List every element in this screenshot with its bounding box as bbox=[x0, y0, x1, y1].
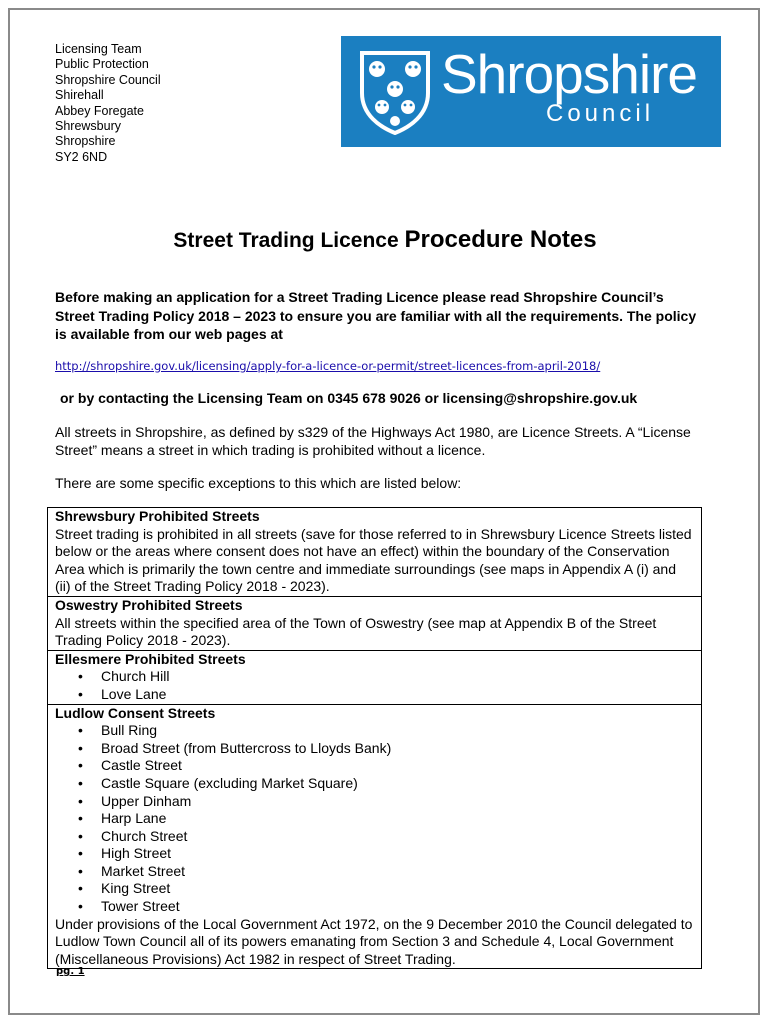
address-line: SY2 6ND bbox=[55, 149, 108, 164]
intro-paragraph: Before making an application for a Street Trading Licence please read Shropshire Council’s Street Trading Policy 2018 – 2023 to ensure you are familiar with all the requirements. The policy is available from our web pages at bbox=[55, 289, 697, 342]
address-line: Abbey Foregate bbox=[55, 103, 144, 118]
ellesmere-cell bbox=[48, 650, 701, 704]
address-line: Shirehall bbox=[55, 88, 104, 103]
ludlow-cell bbox=[48, 704, 701, 969]
cell-text: Street trading is prohibited in all streets (save for those referred to in Shrewsbury Licence Streets listed below or the areas where consent does not have an effect) within the boundary of the Conservation Area which is primarily the town centre and immediate surroundings (see maps in Appendix A (i) and (ii) of the Street Trading Policy 2018 - 2023). bbox=[55, 525, 692, 595]
coat-of-arms-icon bbox=[358, 49, 432, 135]
list-item: • Castle Square (excluding Market Square) bbox=[101, 775, 694, 793]
list-item: • High Street bbox=[101, 845, 694, 863]
list-item: • Market Street bbox=[101, 863, 694, 881]
list-item: • Castle Street bbox=[101, 757, 694, 775]
logo-sub-text: Council bbox=[546, 100, 655, 127]
cell-heading: Ludlow Consent Streets bbox=[55, 704, 216, 721]
title-part-2: Procedure Notes bbox=[404, 226, 597, 253]
list-item: • Tower Street bbox=[101, 898, 694, 916]
logo-brand-text: Shropshire bbox=[441, 43, 697, 105]
licence-streets-paragraph: All streets in Shropshire, as defined by s329 of the Highways Act 1980, are Licence Streets. A “License Street” means a street in which trading is prohibited without a licence. bbox=[55, 424, 691, 458]
address-line: Shropshire bbox=[55, 134, 116, 149]
page-number: pg. 1 bbox=[56, 966, 85, 977]
address-line: Licensing Team bbox=[55, 42, 142, 56]
cell-heading: Shrewsbury Prohibited Streets bbox=[55, 508, 260, 524]
address-line: Shrewsbury bbox=[55, 119, 121, 134]
exceptions-intro: There are some specific exceptions to this which are listed below: bbox=[55, 475, 462, 491]
council-address bbox=[55, 42, 161, 165]
policy-link[interactable]: http://shropshire.gov.uk/licensing/apply-for-a-licence-or-permit/street-licences-from-april-2018/ bbox=[55, 359, 601, 373]
list-item: • King Street bbox=[101, 880, 694, 898]
list-item: • Church Hill bbox=[101, 668, 694, 686]
shrewsbury-cell bbox=[48, 508, 701, 596]
title-part-1: Street Trading Licence bbox=[173, 229, 405, 252]
oswestry-cell bbox=[48, 596, 701, 650]
contact-line: or by contacting the Licensing Team on 0345 678 9026 or licensing@shropshire.gov.uk bbox=[60, 390, 638, 406]
street-list bbox=[55, 722, 694, 916]
list-item: • Harp Lane bbox=[101, 810, 694, 828]
shropshire-council-logo bbox=[341, 36, 721, 147]
page-title bbox=[0, 226, 770, 254]
list-item: • Broad Street (from Buttercross to Lloyds Bank) bbox=[101, 740, 694, 758]
address-line: Public Protection bbox=[55, 57, 149, 72]
list-item: • Upper Dinham bbox=[101, 793, 694, 811]
cell-heading: Ellesmere Prohibited Streets bbox=[55, 650, 246, 667]
cell-text: All streets within the specified area of the Town of Oswestry (see map at Appendix B of the Street Trading Policy 2018 - 2023). bbox=[55, 614, 657, 649]
cell-heading: Oswestry Prohibited Streets bbox=[55, 596, 243, 613]
list-item: • Bull Ring bbox=[101, 722, 694, 740]
address-line: Shropshire Council bbox=[55, 72, 161, 87]
street-list bbox=[55, 668, 694, 703]
list-item: • Church Street bbox=[101, 828, 694, 846]
exceptions-table bbox=[47, 507, 702, 969]
list-item: • Love Lane bbox=[101, 686, 694, 704]
cell-text: Under provisions of the Local Government Act 1972, on the 9 December 2010 the Council delegated to Ludlow Town Council all of its powers emanating from Section 3 and Schedule 4, Local Government (Miscellaneous Provisions) Act 1982 in respect of Street Trading. bbox=[55, 915, 693, 967]
